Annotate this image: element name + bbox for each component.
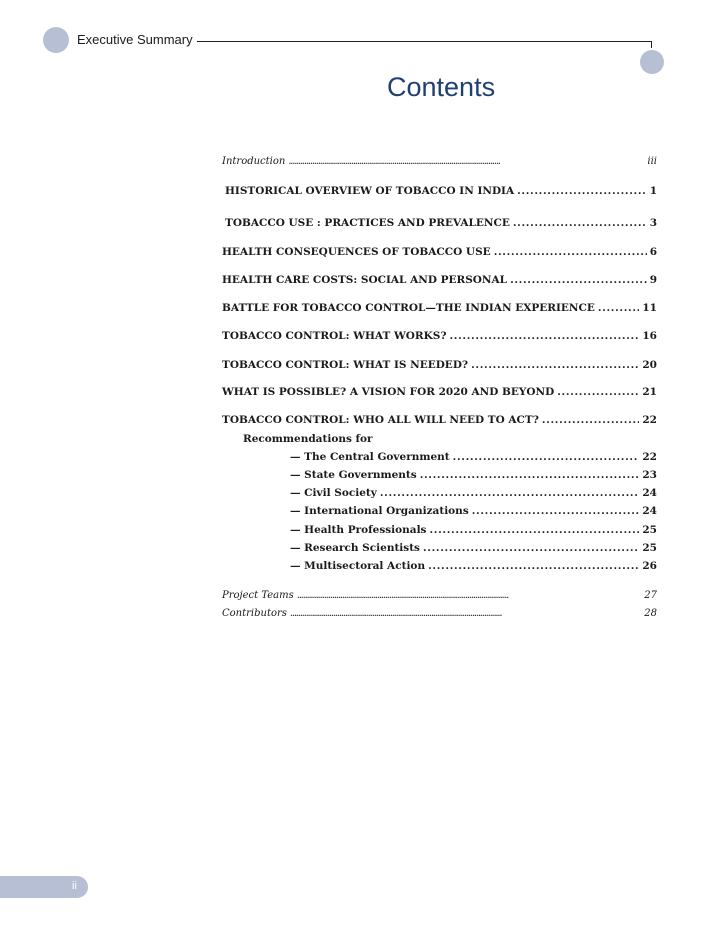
toc-entry-label: — State Governments	[290, 469, 417, 481]
toc-entry-label: — International Organizations	[290, 505, 469, 517]
dot-leader	[380, 487, 640, 499]
toc-entry-page: 25	[642, 524, 657, 536]
toc-subentry-state-governments[interactable]	[222, 469, 657, 481]
toc-subentry-civil-society[interactable]	[222, 487, 657, 499]
dot-leader	[288, 156, 644, 167]
toc-entry-page: 1	[649, 185, 657, 197]
dot-leader	[428, 560, 639, 572]
toc-entry-contributors[interactable]	[222, 608, 657, 619]
toc-entry-label: — Multisectoral Action	[290, 560, 426, 572]
toc-entry-page: 24	[642, 487, 657, 499]
toc-entry-page: 27	[644, 590, 657, 601]
header-rule-tick	[651, 41, 652, 48]
toc-entry-page: 25	[642, 542, 657, 554]
toc-entry-what-is-needed[interactable]	[222, 359, 657, 371]
toc-entry-what-works[interactable]	[222, 330, 657, 342]
toc-subentry-international-organizations[interactable]	[222, 505, 657, 517]
toc-entry-label: — Health Professionals	[290, 524, 427, 536]
toc-entry-label: — Civil Society	[290, 487, 377, 499]
toc-entry-label: WHAT IS POSSIBLE? A VISION FOR 2020 AND BEYOND	[222, 386, 555, 398]
header-circle-decoration-right	[640, 50, 664, 74]
toc-entry-label: Contributors	[222, 608, 287, 619]
dot-leader	[494, 246, 647, 258]
toc-subentry-research-scientists[interactable]	[222, 542, 657, 554]
toc-entry-page: iii	[647, 156, 657, 167]
running-header-title: Executive Summary	[77, 32, 193, 47]
toc-entry-label: — Research Scientists	[290, 542, 420, 554]
dot-leader	[297, 590, 642, 601]
recommendations-heading: Recommendations for	[243, 433, 373, 445]
dot-leader	[517, 185, 647, 197]
dot-leader	[513, 217, 647, 229]
toc-entry-page: 3	[649, 217, 657, 229]
dot-leader	[290, 608, 641, 619]
toc-entry-introduction[interactable]	[222, 156, 657, 167]
page-title: Contents	[387, 72, 496, 102]
toc-entry-label: TOBACCO CONTROL: WHO ALL WILL NEED TO ACT?	[222, 414, 539, 426]
toc-entry-page: 16	[642, 330, 657, 342]
toc-entry-health-care-costs[interactable]	[222, 274, 657, 286]
toc-entry-project-teams[interactable]	[222, 590, 657, 601]
dot-leader	[557, 386, 639, 398]
dot-leader	[423, 542, 639, 554]
toc-entry-page: 28	[644, 608, 657, 619]
toc-entry-page: 6	[649, 246, 657, 258]
toc-entry-label: Project Teams	[222, 590, 294, 601]
toc-entry-battle-for-tobacco-control[interactable]	[222, 302, 657, 314]
toc-entry-health-consequences[interactable]	[222, 246, 657, 258]
toc-entry-page: 20	[642, 359, 657, 371]
dot-leader	[598, 302, 640, 314]
toc-entry-page: 22	[642, 451, 657, 463]
dot-leader	[420, 469, 640, 481]
toc-entry-label: — The Central Government	[290, 451, 450, 463]
toc-entry-who-will-act[interactable]	[222, 414, 657, 426]
toc-entry-historical-overview[interactable]	[222, 185, 657, 197]
dot-leader	[449, 330, 639, 342]
toc-entry-label: TOBACCO USE : PRACTICES AND PREVALENCE	[225, 217, 510, 229]
toc-subentry-central-government[interactable]	[222, 451, 657, 463]
toc-entry-label: HEALTH CARE COSTS: SOCIAL AND PERSONAL	[222, 274, 508, 286]
header-circle-decoration	[43, 27, 69, 53]
dot-leader	[453, 451, 640, 463]
toc-subentry-multisectoral-action[interactable]	[222, 560, 657, 572]
toc-entry-page: 24	[642, 505, 657, 517]
toc-entry-page: 23	[642, 469, 657, 481]
header-rule	[197, 41, 651, 42]
toc-entry-page: 9	[649, 274, 657, 286]
dot-leader	[542, 414, 640, 426]
toc-entry-label: HISTORICAL OVERVIEW OF TOBACCO IN INDIA	[225, 185, 515, 197]
toc-entry-label: TOBACCO CONTROL: WHAT WORKS?	[222, 330, 447, 342]
dot-leader	[510, 274, 647, 286]
toc-entry-page: 21	[642, 386, 657, 398]
toc-subentry-health-professionals[interactable]	[222, 524, 657, 536]
dot-leader	[471, 359, 639, 371]
toc-entry-page: 11	[642, 302, 657, 314]
toc-entry-label: HEALTH CONSEQUENCES OF TOBACCO USE	[222, 246, 491, 258]
toc-entry-label: Introduction	[222, 156, 286, 167]
toc-entry-page: 22	[642, 414, 657, 426]
toc-entry-vision-2020[interactable]	[222, 386, 657, 398]
toc-entry-tobacco-use[interactable]	[222, 217, 657, 229]
toc-entry-label: TOBACCO CONTROL: WHAT IS NEEDED?	[222, 359, 469, 371]
footer-page-number: ii	[72, 880, 77, 892]
toc-entry-page: 26	[642, 560, 657, 572]
dot-leader	[429, 524, 639, 536]
dot-leader	[472, 505, 640, 517]
toc-entry-label: BATTLE FOR TOBACCO CONTROL—THE INDIAN EXPERIENCE	[222, 302, 595, 314]
